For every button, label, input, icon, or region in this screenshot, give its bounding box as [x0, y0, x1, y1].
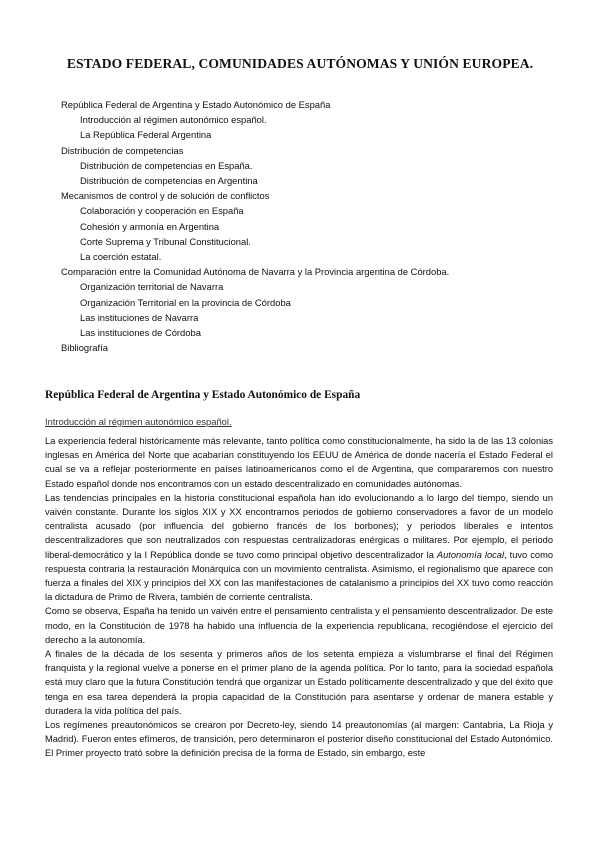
toc-entry[interactable]: Cohesión y armonía en Argentina — [80, 220, 220, 232]
document-title: ESTADO FEDERAL, COMUNIDADES AUTÓNOMAS Y UNIÓN EUROPEA. — [66, 56, 534, 71]
table-of-contents — [61, 97, 561, 355]
toc-entry[interactable]: Comparación entre la Comunidad Autónoma de Navarra y la Provincia argentina de Córdoba. — [61, 266, 450, 278]
section-heading: República Federal de Argentina y Estado Autonómico de España — [45, 389, 361, 401]
toc-entry[interactable]: Colaboración y cooperación en España — [80, 205, 244, 217]
toc-entry[interactable]: Las instituciones de Navarra — [80, 311, 199, 323]
toc-entry[interactable]: Distribución de competencias en España. — [80, 159, 253, 171]
paragraph-2-emphasis: Autonomía local — [436, 549, 505, 560]
paragraph-1: La experiencia federal históricamente más relevante, tanto política como constitucionalmente, ha sido la de las 13 colonias inglesas en América del Norte que acabarían constituyendo los EEUU de América de donde nacería el Estado Federal el cual se va a reflejar posteriormente en países latinoamericanos como el de Argentina, que compararemos con nuestro Estado español donde nos encontramos con un estado descentralizado en comunidades autónomas. — [45, 436, 553, 489]
toc-entry[interactable]: Mecanismos de control y de solución de conflictos — [61, 190, 270, 202]
toc-entry[interactable]: La República Federal Argentina — [80, 129, 212, 141]
toc-entry[interactable]: Distribución de competencias en Argentina — [80, 175, 258, 187]
paragraph-2 — [45, 491, 553, 605]
paragraph-3: Como se observa, España ha tenido un vaivén entre el pensamiento centralista y el pensamiento descentralizador. De este modo, en la Constitución de 1978 ha habido una influencia de la experiencia republicana, recogiéndose el ejercicio del derecho a la autonomía. — [45, 606, 553, 645]
paragraph-2-start: Las tendencias principales en la historia constitucional española han ido evolucionando a lo largo del tiempo, siendo un vaivén constante. Durante los siglos XIX y XX encontramos periodos de gobierno conservadores a favor de un modelo centralista acusado (por influencia del gobierno francés de los borbones); y periodos liberales e intentos descentralizadores que son neutralizados con respuestas centralizadoras enérgicas o militares. Por ejemplo, el periodo liberal-democrático y la I República donde se tuvo como principal objetivo descentralizador la — [45, 492, 553, 560]
toc-entry[interactable]: República Federal de Argentina y Estado Autonómico de España — [61, 99, 331, 110]
toc-entry[interactable]: Organización territorial de Navarra — [80, 281, 224, 293]
subsection-heading[interactable]: Introducción al régimen autonómico español. — [45, 416, 232, 427]
toc-entry[interactable]: La coerción estatal. — [80, 251, 162, 263]
toc-entry[interactable]: Bibliografía — [61, 342, 108, 354]
paragraph-4: A finales de la década de los sesenta y primeros años de los setenta empieza a vislumbrarse el final del Régimen franquista y la regional vuelve a ponerse en el primer plano de la agenda política. Por lo tanto, para la sociedad española está muy claro que la futura Constitución tendrá que organizar un Estado políticamente descentralizado y que del éxito que tenga en esa tarea dependerá la propia capacidad de la Constitución para asentarse y ordenar de manera estable y duradera la vida política del país. — [45, 649, 553, 716]
toc-entry[interactable]: Corte Suprema y Tribunal Constitucional. — [80, 235, 251, 247]
toc-entry[interactable]: Distribución de competencias — [61, 144, 184, 156]
toc-entry[interactable]: Las instituciones de Córdoba — [80, 327, 201, 339]
paragraph-2-end: , tuvo como respuesta contraria la restauración Monárquica con un movimiento centralista. Asimismo, el regionalismo que aparece con fuerza a finales del XIX y principios del XX con las manifestaciones de catalanismo a principios del XX tuvo como reacción la dictadura de Primo de Rivera, también de corriente centralista. — [45, 549, 553, 603]
toc-entry[interactable]: Organización Territorial en la provincia de Córdoba — [80, 296, 291, 308]
toc-entry[interactable]: Introducción al régimen autonómico español. — [80, 114, 267, 126]
body-text — [45, 434, 553, 761]
paragraph-5: Los regímenes preautonómicos se crearon por Decreto-ley, siendo 14 preautonomías (al margen: Cantabria, La Rioja y Madrid). Fueron entes efímeros, de transición, pero determinaron el posterior diseño constitucional del Estado Autonómico. El Primer proyecto trató sobre la definición precisa de la forma de Estado, sin embargo, este — [45, 720, 553, 759]
